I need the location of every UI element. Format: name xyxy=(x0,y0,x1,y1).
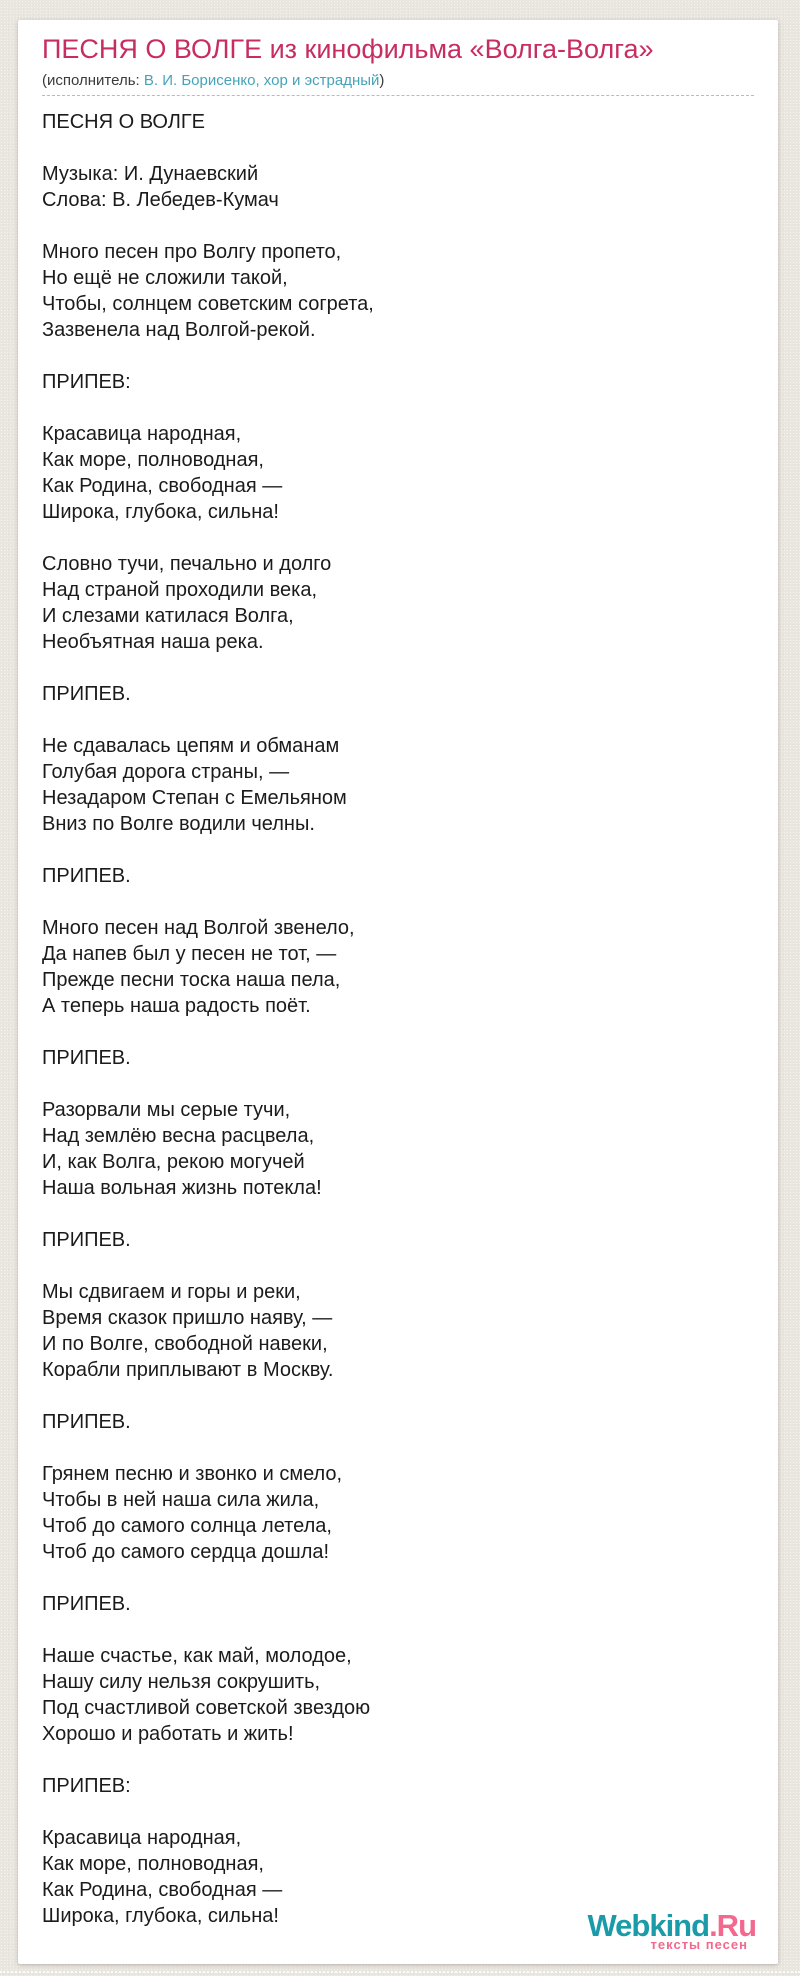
lyrics-line: ПРИПЕВ. xyxy=(42,1593,131,1615)
stanza xyxy=(42,1279,754,1383)
lyrics-line: Чтобы, солнцем советским согрета, xyxy=(42,293,374,315)
lyrics-line: Как море, полноводная, xyxy=(42,449,264,471)
lyrics-line: Зазвенела над Волгой-рекой. xyxy=(42,319,316,341)
lyrics-line: Широка, глубока, сильна! xyxy=(42,501,279,523)
webkind-logo[interactable] xyxy=(587,1908,756,1952)
lyrics-line: Незадаром Степан с Емельяном xyxy=(42,787,347,809)
lyrics-line: Необъятная наша река. xyxy=(42,631,264,653)
lyrics-line: Как море, полноводная, xyxy=(42,1853,264,1875)
lyrics-line: Хорошо и работать и жить! xyxy=(42,1723,294,1745)
lyrics-line: Нашу силу нельзя сокрушить, xyxy=(42,1671,321,1693)
lyrics-line: Словно тучи, печально и долго xyxy=(42,553,332,575)
stanza xyxy=(42,1461,754,1565)
lyrics-line: Много песен над Волгой звенело, xyxy=(42,917,355,939)
lyrics-line: Слова: В. Лебедев-Кумач xyxy=(42,189,279,211)
page-title: ПЕСНЯ О ВОЛГЕ из кинофильма «Волга-Волга» xyxy=(42,34,654,64)
stanza xyxy=(42,161,754,213)
lyrics xyxy=(42,109,754,1929)
logo-suffix: .Ru xyxy=(709,1908,756,1943)
stanza xyxy=(42,1409,754,1435)
lyrics-line: ПРИПЕВ: xyxy=(42,1775,131,1797)
lyrics-line: Разорвали мы серые тучи, xyxy=(42,1099,291,1121)
content-card xyxy=(18,20,778,1964)
lyrics-line: ПРИПЕВ. xyxy=(42,1411,131,1433)
lyrics-line: ПРИПЕВ. xyxy=(42,1047,131,1069)
lyrics-line: Красавица народная, xyxy=(42,423,242,445)
stanza xyxy=(42,1097,754,1201)
lyrics-line: Красавица народная, xyxy=(42,1827,242,1849)
stanza xyxy=(42,915,754,1019)
stanza xyxy=(42,1227,754,1253)
lyrics-line: Грянем песню и звонко и смело, xyxy=(42,1463,343,1485)
lyrics-line: Мы сдвигаем и горы и реки, xyxy=(42,1281,301,1303)
lyrics-line: Но ещё не сложили такой, xyxy=(42,267,288,289)
lyrics-line: Наша вольная жизнь потекла! xyxy=(42,1177,322,1199)
stanza xyxy=(42,1773,754,1799)
stanza xyxy=(42,1045,754,1071)
stanza xyxy=(42,421,754,525)
performer-link[interactable]: В. И. Борисенко, хор и эстрадный xyxy=(143,72,380,89)
stanza xyxy=(42,733,754,837)
lyrics-line: Наше счастье, как май, молодое, xyxy=(42,1645,352,1667)
stanza xyxy=(42,1643,754,1747)
lyrics-line: Чтоб до самого сердца дошла! xyxy=(42,1541,330,1563)
logo-tagline: тексты песен xyxy=(650,1937,748,1952)
lyrics-line: Корабли приплывают в Москву. xyxy=(42,1359,334,1381)
lyrics-line: И, как Волга, рекою могучей xyxy=(42,1151,305,1173)
stanza xyxy=(42,863,754,889)
lyrics-line: Да напев был у песен не тот, — xyxy=(42,943,337,965)
stanza xyxy=(42,551,754,655)
lyrics-line: Под счастливой советской звездою xyxy=(42,1697,371,1719)
lyrics-line: Время сказок пришло наяву, — xyxy=(42,1307,333,1329)
lyrics-line: Голубая дорога страны, — xyxy=(42,761,290,783)
lyrics-line: Прежде песни тоска наша пела, xyxy=(42,969,341,991)
lyrics-line: Вниз по Волге водили челны. xyxy=(42,813,315,835)
lyrics-line: Не сдавалась цепям и обманам xyxy=(42,735,340,757)
lyrics-line: Чтобы в ней наша сила жила, xyxy=(42,1489,320,1511)
lyrics-line: Как Родина, свободная — xyxy=(42,1879,283,1901)
stanza xyxy=(42,239,754,343)
stanza xyxy=(42,681,754,707)
logo-primary: Webkind xyxy=(587,1908,710,1943)
performer-prefix: (исполнитель: xyxy=(42,72,144,89)
dashed-divider xyxy=(42,95,754,96)
lyrics-line: Широка, глубока, сильна! xyxy=(42,1905,279,1927)
lyrics-line: ПРИПЕВ: xyxy=(42,371,131,393)
lyrics-line: Над землёю весна расцвела, xyxy=(42,1125,315,1147)
lyrics-line: Над страной проходили века, xyxy=(42,579,318,601)
lyrics-line: ПРИПЕВ. xyxy=(42,1229,131,1251)
lyrics-line: ПЕСНЯ О ВОЛГЕ xyxy=(42,111,206,133)
stanza xyxy=(42,1591,754,1617)
lyrics-line: ПРИПЕВ. xyxy=(42,865,131,887)
stanza xyxy=(42,369,754,395)
lyrics-line: ПРИПЕВ. xyxy=(42,683,131,705)
lyrics-line: Много песен про Волгу пропето, xyxy=(42,241,342,263)
performer-suffix: ) xyxy=(379,72,385,89)
lyrics-line: Чтоб до самого солнца летела, xyxy=(42,1515,332,1537)
lyrics-line: Музыка: И. Дунаевский xyxy=(42,163,259,185)
lyrics-line: Как Родина, свободная — xyxy=(42,475,283,497)
lyrics-line: И слезами катилася Волга, xyxy=(42,605,294,627)
lyrics-line: А теперь наша радость поёт. xyxy=(42,995,311,1017)
stanza xyxy=(42,109,754,135)
lyrics-line: И по Волге, свободной навеки, xyxy=(42,1333,328,1355)
performer-line xyxy=(42,72,754,90)
